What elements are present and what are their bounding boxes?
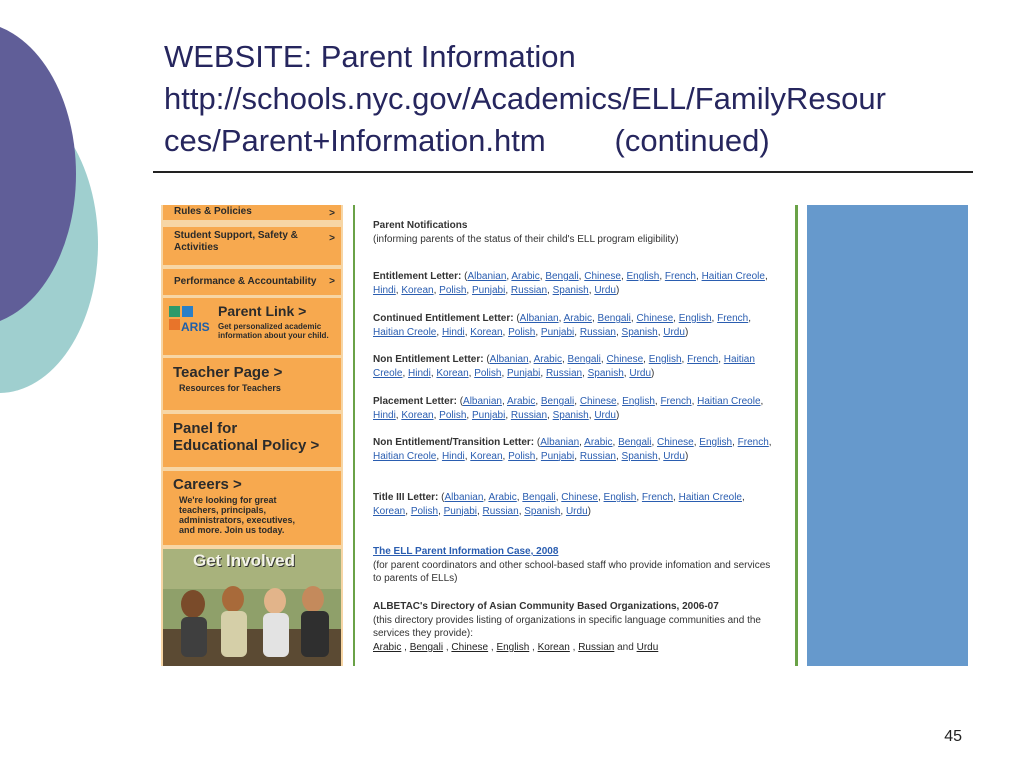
language-link[interactable]: Arabic [584, 437, 613, 448]
language-link[interactable]: Urdu [594, 284, 616, 296]
letter-label: Non Entitlement Letter: [373, 354, 484, 365]
language-link[interactable]: Chinese [561, 492, 598, 503]
slide-title-line: http://schools.nyc.gov/Academics/ELL/FamilyResour [164, 81, 886, 116]
language-link[interactable]: Bengali [540, 396, 575, 407]
get-involved-title: Get Involved [193, 551, 296, 570]
chevron-right-icon: > [329, 233, 335, 244]
language-link[interactable]: Chinese [606, 354, 644, 365]
ell-case-description: (for parent coordinators and other school-based staff who provide infomation and services to parents of ELLs) [373, 559, 771, 585]
language-link[interactable]: Korean [401, 284, 434, 296]
language-link[interactable]: English [678, 313, 712, 324]
language-link[interactable]: Chinese [636, 313, 674, 324]
language-link[interactable]: Russian [579, 450, 616, 462]
promo-title: Parent Link > [218, 303, 307, 319]
slide-title-line: WEBSITE: Parent Information [164, 39, 576, 74]
language-link[interactable]: Russian [578, 641, 615, 653]
language-link[interactable]: Korean [436, 367, 469, 379]
language-link[interactable]: Russian [510, 409, 548, 421]
language-link[interactable]: Urdu [629, 367, 652, 379]
letter-label: Continued Entitlement Letter: [373, 313, 514, 324]
language-link[interactable]: French [737, 437, 769, 448]
nav-item-rules-policies[interactable] [163, 205, 341, 220]
language-link[interactable]: Haitian Creole [373, 450, 437, 462]
promo-subtitle: We're looking for great teachers, principals, administrators, executives, and more. Join us today. [179, 495, 296, 535]
letter-row: Non Entitlement Letter: (Albanian, Arabic, Bengali, Chinese, English, French, Haitian Creole, Hindi, Korean, Polish, Punjabi, Russian, Spanish, Urdu) [373, 354, 755, 379]
ell-case-link[interactable]: The ELL Parent Information Case, 2008 [373, 546, 559, 557]
language-link[interactable]: Hindi [373, 284, 396, 296]
language-link[interactable]: Korean [401, 409, 434, 421]
language-link[interactable]: Chinese [584, 271, 621, 282]
language-link[interactable]: Korean [373, 505, 406, 517]
letter-label: Non Entitlement/Transition Letter: [373, 437, 535, 448]
language-link[interactable]: Polish [439, 409, 467, 421]
chevron-right-icon: > [329, 276, 335, 287]
promo-parent-link[interactable] [163, 298, 341, 355]
language-link[interactable]: French [660, 396, 692, 407]
language-link[interactable]: Spanish [587, 367, 624, 379]
language-link[interactable]: Urdu [663, 326, 685, 338]
promo-title: Careers > [173, 476, 242, 493]
language-link[interactable]: Urdu [663, 450, 685, 462]
promo-title-line: Educational Policy > [173, 437, 320, 454]
language-link[interactable]: Polish [410, 505, 439, 517]
nav-item-label: Rules & Policies [174, 206, 252, 217]
letter-row: Non Entitlement/Transition Letter: (Albanian, Arabic, Bengali, Chinese, English, French, Haitian Creole, Hindi, Korean, Polish, Punjabi, Russian, Spanish, Urdu) [373, 437, 772, 462]
language-link[interactable]: Korean [470, 450, 503, 462]
promo-title: Teacher Page > [173, 364, 283, 381]
albetac-section [373, 600, 781, 654]
language-link[interactable]: Korean [537, 641, 570, 653]
language-link[interactable]: Punjabi [540, 450, 575, 462]
promo-subtitle: Resources for Teachers [179, 383, 281, 393]
language-link[interactable]: Haitian Creole [701, 271, 765, 282]
language-link[interactable]: Bengali [409, 641, 444, 653]
language-link[interactable]: Spanish [552, 284, 589, 296]
language-link[interactable]: Bengali [618, 437, 652, 448]
language-link[interactable]: English [699, 437, 733, 448]
language-link[interactable]: Hindi [441, 450, 465, 462]
language-link[interactable]: Albanian [444, 492, 484, 503]
language-link[interactable]: English [603, 492, 637, 503]
letter-row: Entitlement Letter: (Albanian, Arabic, Bengali, Chinese, English, French, Haitian Creole, Hindi, Korean, Polish, Punjabi, Russian, Spanish, Urdu) [373, 271, 768, 296]
albetac-description: (this directory provides listing of organizations in specific language communities and the services they provide): [373, 614, 761, 640]
language-link[interactable]: Arabic [533, 354, 562, 365]
promo-get-involved[interactable] [163, 549, 341, 666]
nav-item-performance-accountability[interactable] [163, 269, 341, 295]
language-link[interactable]: Albanian [463, 396, 502, 407]
nav-item-student-support[interactable] [163, 227, 341, 265]
section-title: Parent Notifications [373, 220, 468, 231]
language-link[interactable]: Haitian Creole [373, 354, 755, 379]
website-screenshot [161, 205, 968, 666]
language-link[interactable]: Chinese [657, 437, 694, 448]
language-link[interactable]: Bengali [597, 313, 631, 324]
language-link[interactable]: Haitian Creole [373, 326, 437, 338]
language-link[interactable]: Haitian Creole [697, 396, 761, 407]
language-link[interactable]: Punjabi [471, 409, 506, 421]
conjunction-text: and [617, 641, 634, 653]
promo-title-line: Panel for [173, 420, 238, 437]
language-link[interactable]: Albanian [467, 271, 507, 282]
letter-label: Title III Letter: [373, 492, 439, 503]
language-link[interactable]: Bengali [567, 354, 601, 365]
language-link[interactable]: Albanian [540, 437, 580, 448]
language-link[interactable]: Urdu [565, 505, 588, 517]
language-link[interactable]: Bengali [522, 492, 556, 503]
nav-item-label: Performance & Accountability [174, 276, 317, 287]
albetac-language-links: Arabic , Bengali , Chinese , English , Korean , Russian and Urdu [373, 641, 659, 653]
language-link[interactable]: Hindi [441, 326, 465, 338]
slide-title [164, 36, 994, 162]
language-link[interactable]: Albanian [489, 354, 529, 365]
chevron-right-icon: > [329, 208, 335, 219]
letter-row: Title III Letter: (Albanian, Arabic, Bengali, Chinese, English, French, Haitian Creole, Korean, Polish, Punjabi, Russian, Spanish, Urdu) [373, 492, 745, 517]
language-link[interactable]: English [626, 271, 660, 282]
language-link[interactable]: English [648, 354, 682, 365]
page-number: 45 [944, 728, 962, 745]
albetac-title: ALBETAC's Directory of Asian Community Based Organizations, 2006-07 [373, 601, 719, 612]
promo-teacher-page[interactable] [163, 358, 341, 410]
language-link[interactable]: Chinese [579, 396, 617, 407]
title-divider [153, 171, 973, 173]
language-link[interactable]: Korean [470, 326, 503, 338]
language-link[interactable]: Albanian [519, 313, 559, 324]
ell-case-section [373, 545, 781, 586]
language-link[interactable]: Spanish [524, 505, 561, 517]
language-link[interactable]: Hindi [408, 367, 431, 379]
language-link[interactable]: English [622, 396, 655, 407]
language-link[interactable]: Polish [474, 367, 502, 379]
language-link[interactable]: Arabic [563, 313, 592, 324]
letter-row: Continued Entitlement Letter: (Albanian, Arabic, Bengali, Chinese, English, French, Haitian Creole, Hindi, Korean, Polish, Punjabi, Russian, Spanish, Urdu) [373, 313, 751, 338]
language-link[interactable]: Hindi [373, 409, 396, 421]
language-link[interactable]: Polish [439, 284, 467, 296]
language-link[interactable]: French [687, 354, 719, 365]
parent-notifications-section [373, 219, 781, 246]
promo-careers[interactable] [163, 471, 341, 545]
language-link[interactable]: Arabic [373, 641, 402, 653]
letter-row: Placement Letter: (Albanian, Arabic, Bengali, Chinese, English, French, Haitian Creole, Hindi, Korean, Polish, Punjabi, Russian, Spanish, Urdu) [373, 396, 764, 421]
language-link[interactable]: English [496, 641, 530, 653]
language-link[interactable]: Punjabi [443, 505, 477, 517]
language-link[interactable]: French [664, 271, 696, 282]
content-divider [795, 205, 798, 666]
language-link[interactable]: Spanish [552, 409, 589, 421]
letter-label: Entitlement Letter: [373, 271, 462, 282]
language-link[interactable]: Russian [510, 284, 548, 296]
language-link[interactable]: Polish [508, 450, 536, 462]
language-link[interactable]: French [641, 492, 674, 503]
right-blue-panel [807, 205, 968, 666]
letter-label: Placement Letter: [373, 396, 457, 407]
language-link[interactable]: French [717, 313, 749, 324]
language-link[interactable]: Punjabi [471, 284, 506, 296]
language-link[interactable]: Arabic [511, 271, 540, 282]
promo-subtitle: Get personalized academic information about your child. [218, 322, 329, 340]
left-navigation [161, 205, 343, 666]
language-link[interactable]: Arabic [506, 396, 536, 407]
language-link[interactable]: Chinese [451, 641, 489, 653]
language-link[interactable]: Bengali [545, 271, 579, 282]
section-description: (informing parents of the status of their child's ELL program eligibility) [373, 233, 679, 245]
language-link[interactable]: Spanish [621, 326, 658, 338]
language-link[interactable]: Russian [482, 505, 519, 517]
nav-item-label: Student Support, Safety & Activities [174, 230, 298, 253]
language-link[interactable]: Urdu [636, 641, 659, 653]
aris-label: ARIS [181, 320, 210, 334]
promo-panel-educational-policy[interactable] [163, 414, 341, 467]
language-link[interactable]: Punjabi [507, 367, 541, 379]
language-link[interactable]: Spanish [621, 450, 658, 462]
language-link[interactable]: Urdu [594, 409, 616, 421]
language-link[interactable]: Polish [508, 326, 536, 338]
content-divider [353, 205, 355, 666]
language-link[interactable]: Haitian Creole [678, 492, 742, 503]
language-link[interactable]: Arabic [488, 492, 517, 503]
language-link[interactable]: Russian [579, 326, 616, 338]
language-link[interactable]: Russian [545, 367, 583, 379]
language-link[interactable]: Punjabi [540, 326, 575, 338]
slide-title-line: ces/Parent+Information.htm (continued) [164, 123, 770, 158]
